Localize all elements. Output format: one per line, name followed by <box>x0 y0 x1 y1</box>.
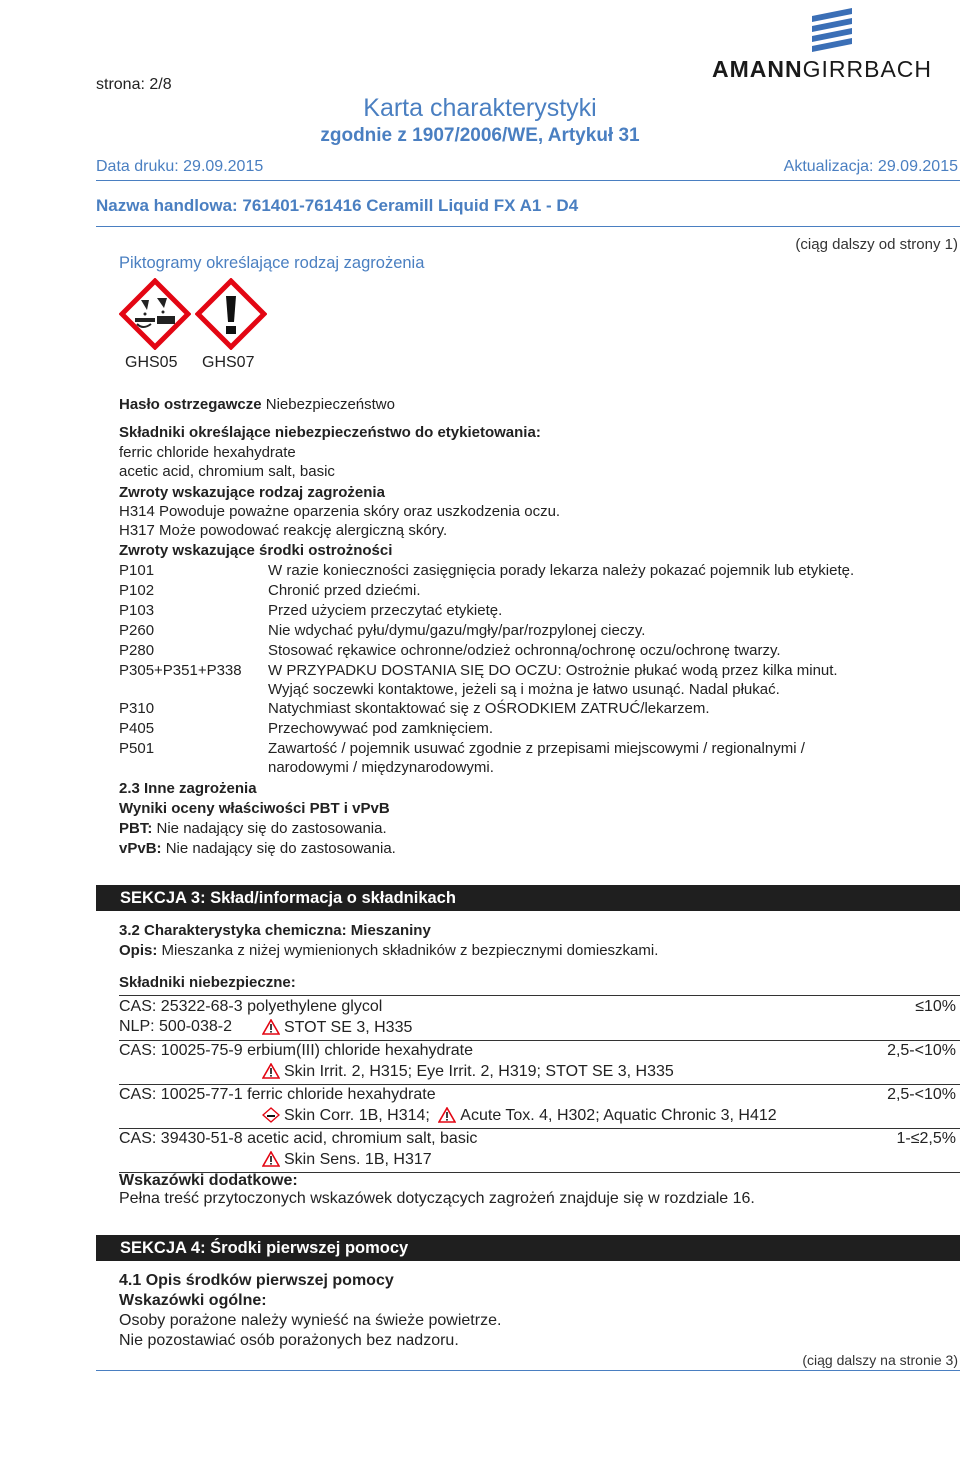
exclamation-warning-icon <box>262 1151 280 1167</box>
pbt-value: Nie nadający się do zastosowania. <box>156 820 387 837</box>
ghs07-pictogram <box>195 278 267 350</box>
hazardous-components-heading: Składniki niebezpieczne: <box>119 974 296 991</box>
company-logo <box>712 4 960 80</box>
p-text: Wyjąć soczewki kontaktowe, jeżeli są i można je łatwo usunąć. Nadal płukać. <box>268 681 780 698</box>
exclamation-warning-icon <box>438 1107 456 1123</box>
p-text: Zawartość / pojemnik usuwać zgodnie z przepisami miejscowymi / regionalnymi / <box>268 740 805 757</box>
trade-name: Nazwa handlowa: 761401-761416 Ceramill Liquid FX A1 - D4 <box>96 196 579 215</box>
pbt-label: PBT: <box>119 820 153 837</box>
hazard-statement: H317 Może powodować reakcję alergiczną skóry. <box>119 522 448 539</box>
less-or-equal-icon: ≤ <box>915 998 924 1015</box>
p-code: P280 <box>119 642 155 659</box>
classification-text: Skin Irrit. 2, H315; Eye Irrit. 2, H319; STOT SE 3, H335 <box>284 1063 674 1080</box>
header-rule-2 <box>96 226 960 227</box>
labelling-item: ferric chloride hexahydrate <box>119 444 296 461</box>
vpvb-value: Nie nadający się do zastosowania. <box>165 840 396 857</box>
classification-text: Skin Sens. 1B, H317 <box>284 1151 432 1168</box>
p-code: P260 <box>119 622 155 639</box>
p-code: P101 <box>119 562 155 579</box>
hazard-statements-heading: Zwroty wskazujące rodzaj zagrożenia <box>119 484 385 501</box>
concentration-value: 2,5% <box>919 1130 956 1147</box>
header-rule <box>96 180 960 181</box>
table-top-rule <box>119 995 960 996</box>
pbt-heading: Wyniki oceny właściwości PBT i vPvB <box>119 800 390 817</box>
vpvb-label: vPvB: <box>119 840 162 857</box>
classification-text: Acute Tox. 4, H302; Aquatic Chronic 3, H412 <box>460 1107 777 1124</box>
component-classification <box>262 1151 432 1169</box>
precautionary-heading: Zwroty wskazujące środki ostrożności <box>119 542 393 559</box>
additional-info-text: Pełna treść przytoczonych wskazówek dotyczących zagrożeń znajduje się w rozdziale 16. <box>119 1190 755 1207</box>
concentration-value: 10% <box>923 998 956 1015</box>
ghs07-label: GHS07 <box>202 354 255 371</box>
vpvb-row <box>119 840 396 857</box>
exclamation-warning-icon <box>262 1063 280 1079</box>
p-code: P305+P351+P338 <box>119 662 242 679</box>
logo-text-girrbach: GIRRBACH <box>802 56 933 82</box>
print-date: Data druku: 29.09.2015 <box>96 158 264 175</box>
p-code: P102 <box>119 582 155 599</box>
continued-from: (ciąg dalszy od strony 1) <box>795 236 958 253</box>
description-label: Opis: <box>119 942 158 959</box>
corrosion-icon <box>119 278 191 350</box>
section3-description <box>119 942 658 959</box>
logo-text-amann: AMANN <box>712 56 803 82</box>
exclamation-warning-icon <box>262 1019 280 1035</box>
p-text: W PRZYPADKU DOSTANIA SIĘ DO OCZU: Ostrożnie płukać wodą przez kilka minut. <box>268 662 838 679</box>
concentration-prefix: 1- <box>896 1130 911 1147</box>
component-nlp: NLP: 500-038-2 <box>119 1018 232 1035</box>
document-subtitle: zgodnie z 1907/2006/WE, Artykuł 31 <box>320 125 640 146</box>
ghs05-pictogram <box>119 278 191 350</box>
ghs05-label: GHS05 <box>125 354 178 371</box>
component-classification <box>262 1107 777 1125</box>
table-rule <box>119 1128 960 1129</box>
description-value: Mieszanka z niżej wymienionych składników z bezpiecznymi domieszkami. <box>161 942 659 959</box>
page-number: strona: 2/8 <box>96 76 172 93</box>
classification-text: Skin Corr. 1B, H314; <box>284 1107 430 1124</box>
section4-bar: SEKCJA 4: Środki pierwszej pomocy <box>96 1235 960 1261</box>
general-advice-heading: Wskazówki ogólne: <box>119 1292 267 1309</box>
component-concentration <box>915 998 956 1016</box>
section4-heading: 4.1 Opis środków pierwszej pomocy <box>119 1272 394 1289</box>
p-code: P405 <box>119 720 155 737</box>
component-classification <box>262 1019 412 1037</box>
section3-heading: 3.2 Charakterystyka chemiczna: Mieszaniny <box>119 922 431 939</box>
less-or-equal-icon: ≤ <box>910 1130 920 1147</box>
p-code: P103 <box>119 602 155 619</box>
p-code: P501 <box>119 740 155 757</box>
update-date: Aktualizacja: 29.09.2015 <box>783 158 958 175</box>
p-text: Stosować rękawice ochronne/odzież ochronną/ochronę oczu/ochronę twarzy. <box>268 642 781 659</box>
table-rule <box>119 1084 960 1085</box>
labelling-item: acetic acid, chromium salt, basic <box>119 463 335 480</box>
p-text: Przechowywać pod zamknięciem. <box>268 720 494 737</box>
corrosion-small-icon <box>262 1107 280 1123</box>
signal-word <box>119 396 395 413</box>
signal-word-label: Hasło ostrzegawcze <box>119 396 262 413</box>
component-concentration: 2,5-<10% <box>887 1042 956 1059</box>
component-concentration: 2,5-<10% <box>887 1086 956 1103</box>
component-name: CAS: 39430-51-8 acetic acid, chromium salt, basic <box>119 1130 478 1147</box>
p-text: Przed użyciem przeczytać etykietę. <box>268 602 503 619</box>
table-rule <box>119 1040 960 1041</box>
component-concentration <box>897 1130 956 1148</box>
additional-info-heading: Wskazówki dodatkowe: <box>119 1172 298 1189</box>
signal-word-value: Niebezpieczeństwo <box>265 396 395 413</box>
other-hazards-heading: 2.3 Inne zagrożenia <box>119 780 257 797</box>
labelling-heading: Składniki określające niebezpieczeństwo do etykietowania: <box>119 424 541 441</box>
p-text: Natychmiast skontaktować się z OŚRODKIEM ZATRUĆ/lekarzem. <box>268 700 710 717</box>
footer-rule <box>96 1370 960 1371</box>
document-title: Karta charakterystyki <box>363 94 597 122</box>
continued-to: (ciąg dalszy na stronie 3) <box>802 1352 958 1368</box>
hazard-statement: H314 Powoduje poważne oparzenia skóry oraz uszkodzenia oczu. <box>119 503 561 520</box>
component-classification <box>262 1063 674 1081</box>
classification-text: STOT SE 3, H335 <box>284 1019 413 1036</box>
p-code: P310 <box>119 700 155 717</box>
p-text: W razie konieczności zasięgnięcia porady lekarza należy pokazać pojemnik lub etykietę. <box>268 562 855 579</box>
general-advice-line: Nie pozostawiać osób porażonych bez nadzoru. <box>119 1332 459 1349</box>
section3-bar: SEKCJA 3: Skład/informacja o składnikach <box>96 885 960 911</box>
component-name: CAS: 10025-77-1 ferric chloride hexahydrate <box>119 1086 436 1103</box>
pictograms-heading: Piktogramy określające rodzaj zagrożenia <box>119 254 425 272</box>
p-text: narodowymi / międzynarodowymi. <box>268 759 494 776</box>
general-advice-line: Osoby porażone należy wynieść na świeże powietrze. <box>119 1312 502 1329</box>
component-name: CAS: 10025-75-9 erbium(III) chloride hexahydrate <box>119 1042 473 1059</box>
component-name: CAS: 25322-68-3 polyethylene glycol <box>119 998 383 1015</box>
p-text: Nie wdychać pyłu/dymu/gazu/mgły/par/rozpylonej cieczy. <box>268 622 646 639</box>
p-text: Chronić przed dziećmi. <box>268 582 421 599</box>
exclamation-mark-icon <box>195 278 267 350</box>
pbt-row <box>119 820 387 837</box>
